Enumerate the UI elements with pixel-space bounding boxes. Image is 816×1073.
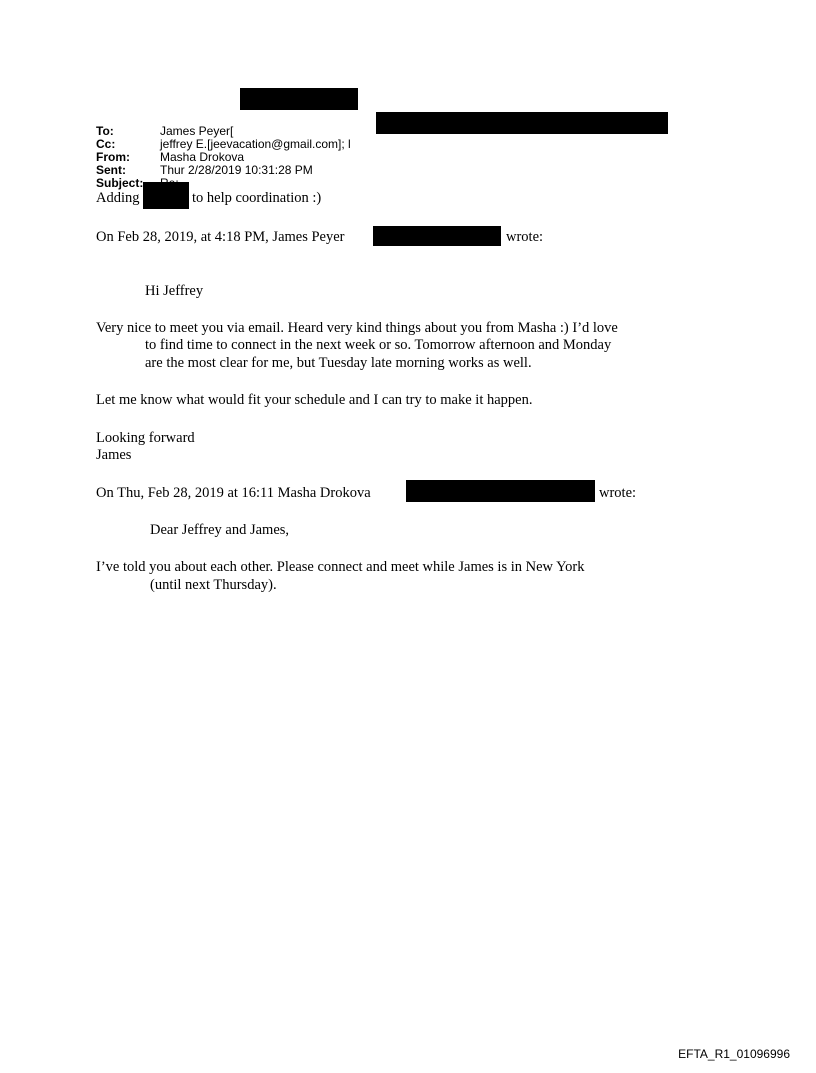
redaction-added-person bbox=[143, 182, 189, 209]
quote1-intro: On Feb 28, 2019, at 4:18 PM, James Peyer bbox=[96, 229, 345, 245]
cc-label: Cc: bbox=[96, 137, 116, 151]
quote2-intro: On Thu, Feb 28, 2019 at 16:11 Masha Drokova bbox=[96, 485, 371, 501]
para3-line1: I’ve told you about each other. Please connect and meet while James is in New York bbox=[96, 559, 585, 575]
para1-line1: Very nice to meet you via email. Heard very kind things about you from Masha :) I’d love bbox=[96, 320, 618, 336]
para2: Let me know what would fit your schedule and I can try to make it happen. bbox=[96, 392, 533, 408]
redaction-cc-recipients bbox=[376, 112, 668, 134]
para3-line2: (until next Thursday). bbox=[150, 577, 277, 593]
sent-label: Sent: bbox=[96, 163, 126, 177]
quote1-wrote: wrote: bbox=[506, 229, 544, 245]
adding-prefix: Adding bbox=[96, 190, 140, 206]
from-value: Masha Drokova bbox=[160, 150, 245, 164]
to-value: James Peyer[ bbox=[160, 124, 234, 138]
redaction-james-email bbox=[373, 226, 501, 246]
to-label: To: bbox=[96, 124, 114, 138]
adding-suffix: to help coordination :) bbox=[192, 190, 322, 206]
para1-line2: to find time to connect in the next week or so. Tomorrow afternoon and Monday bbox=[145, 337, 612, 353]
from-label: From: bbox=[96, 150, 130, 164]
subject-label: Subject: bbox=[96, 176, 144, 190]
cc-value: jeffrey E.[jeevacation@gmail.com]; l bbox=[160, 137, 351, 151]
document-id: EFTA_R1_01096996 bbox=[678, 1047, 790, 1061]
quote2-wrote: wrote: bbox=[599, 485, 637, 501]
redaction-to-email bbox=[240, 88, 358, 110]
sent-value: Thur 2/28/2019 10:31:28 PM bbox=[160, 163, 313, 177]
redaction-masha-email bbox=[406, 480, 595, 502]
greeting: Hi Jeffrey bbox=[145, 283, 204, 299]
signature: James bbox=[96, 447, 132, 463]
greeting2: Dear Jeffrey and James, bbox=[150, 522, 290, 538]
para1-line3: are the most clear for me, but Tuesday late morning works as well. bbox=[145, 355, 532, 371]
signoff: Looking forward bbox=[96, 430, 195, 446]
